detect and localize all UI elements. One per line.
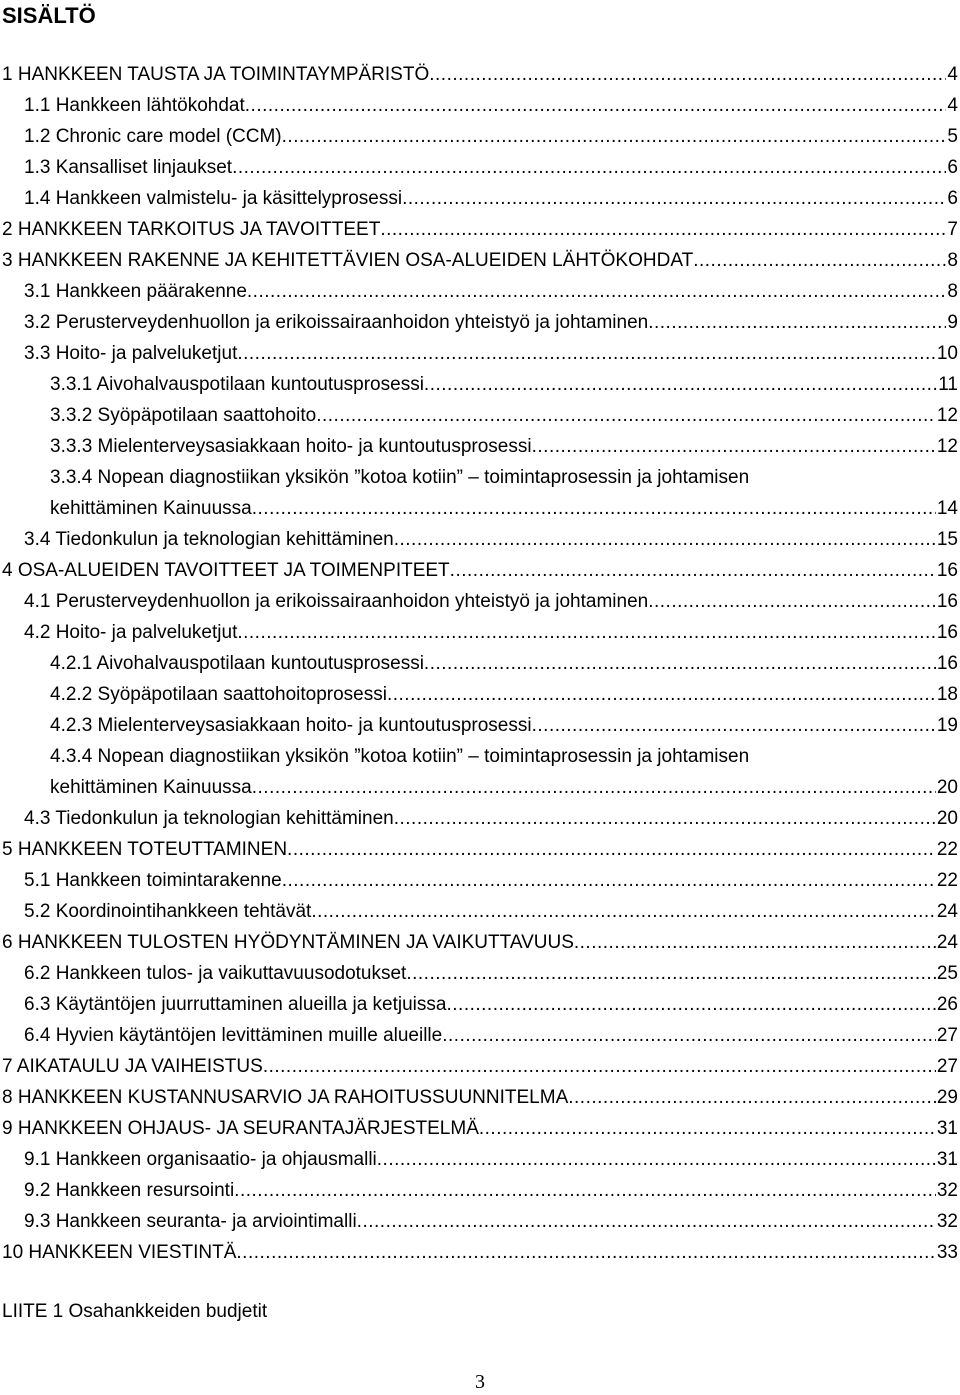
toc-entry-title: 1.2 Chronic care model (CCM) bbox=[24, 126, 282, 147]
dot-leader bbox=[387, 679, 936, 710]
toc-entry[interactable] bbox=[2, 1206, 958, 1237]
toc-entry[interactable] bbox=[2, 648, 958, 679]
toc-entry[interactable] bbox=[2, 152, 958, 183]
toc-entry[interactable] bbox=[2, 1051, 958, 1082]
table-of-contents bbox=[2, 59, 958, 1268]
toc-entry-title: 3 HANKKEEN RAKENNE JA KEHITETTÄVIEN OSA-ALUEIDEN LÄHTÖKOHDAT bbox=[2, 250, 694, 271]
toc-entry-page: 9 bbox=[947, 312, 958, 333]
toc-entry[interactable] bbox=[2, 245, 958, 276]
toc-entry-title: 6.2 Hankkeen tulos- ja vaikuttavuusodotukset bbox=[24, 963, 407, 984]
toc-entry-title: 5.1 Hankkeen toimintarakenne bbox=[24, 870, 282, 891]
dot-leader bbox=[424, 369, 937, 400]
dot-leader bbox=[394, 803, 936, 834]
toc-entry-page: 8 bbox=[947, 250, 958, 271]
dot-leader bbox=[377, 1144, 936, 1175]
toc-entry[interactable] bbox=[2, 183, 958, 214]
dot-leader bbox=[532, 431, 936, 462]
toc-entry-title: 9.3 Hankkeen seuranta- ja arviointimalli bbox=[24, 1211, 357, 1232]
toc-entry-title: 3.3.3 Mielenterveysasiakkaan hoito- ja kuntoutusprosessi bbox=[50, 436, 532, 457]
dot-leader bbox=[532, 710, 936, 741]
toc-entry-title: 3.3.4 Nopean diagnostiikan yksikön ”kotoa kotiin” – toimintaprosessin ja johtamisen bbox=[50, 467, 750, 488]
toc-entry[interactable] bbox=[2, 834, 958, 865]
toc-entry-page: 18 bbox=[936, 684, 958, 705]
toc-entry-title: 2 HANKKEEN TARKOITUS JA TAVOITTEET bbox=[2, 219, 381, 240]
toc-entry-page: 6 bbox=[947, 188, 958, 209]
toc-entry-title-continuation: kehittäminen Kainuussa bbox=[50, 498, 252, 519]
toc-entry[interactable] bbox=[2, 214, 958, 245]
toc-entry[interactable] bbox=[2, 803, 958, 834]
toc-entry-title: 7 AIKATAULU JA VAIHEISTUS bbox=[2, 1056, 263, 1077]
toc-entry-page: 4 bbox=[947, 95, 958, 116]
dot-leader bbox=[252, 772, 936, 803]
toc-entry-page: 29 bbox=[936, 1087, 958, 1108]
toc-entry-title: 9 HANKKEEN OHJAUS- JA SEURANTAJÄRJESTELMÄ bbox=[2, 1118, 479, 1139]
toc-entry-page: 25 bbox=[936, 963, 958, 984]
toc-entry-title: 10 HANKKEEN VIESTINTÄ bbox=[2, 1242, 237, 1263]
dot-leader bbox=[263, 1051, 936, 1082]
toc-entry-page: 8 bbox=[947, 281, 958, 302]
toc-entry-title: 1 HANKKEEN TAUSTA JA TOIMINTAYMPÄRISTÖ bbox=[2, 64, 430, 85]
toc-entry-page: 26 bbox=[936, 994, 958, 1015]
toc-entry[interactable] bbox=[2, 276, 958, 307]
toc-entry[interactable] bbox=[2, 1082, 958, 1113]
dot-leader bbox=[424, 648, 936, 679]
toc-entry[interactable] bbox=[2, 59, 958, 90]
dot-leader bbox=[648, 586, 936, 617]
toc-entry-title: 4.2.2 Syöpäpotilaan saattohoitoprosessi bbox=[50, 684, 387, 705]
toc-entry-title: 5 HANKKEEN TOTEUTTAMINEN bbox=[2, 839, 288, 860]
toc-entry-title: 4.2.3 Mielenterveysasiakkaan hoito- ja kuntoutusprosessi bbox=[50, 715, 532, 736]
toc-entry-page: 12 bbox=[936, 436, 958, 457]
toc-entry-title: 6.3 Käytäntöjen juurruttaminen alueilla ja ketjuissa bbox=[24, 994, 447, 1015]
toc-entry-title: 3.4 Tiedonkulun ja teknologian kehittäminen bbox=[24, 529, 394, 550]
toc-entry[interactable] bbox=[2, 1144, 958, 1175]
dot-leader bbox=[357, 1206, 936, 1237]
dot-leader bbox=[237, 338, 936, 369]
toc-entry-page: 15 bbox=[936, 529, 958, 550]
toc-entry[interactable] bbox=[2, 1237, 958, 1268]
toc-entry-page: 19 bbox=[936, 715, 958, 736]
toc-entry-page: 4 bbox=[947, 64, 958, 85]
page-title: SISÄLTÖ bbox=[2, 3, 96, 28]
dot-leader bbox=[232, 152, 946, 183]
toc-entry[interactable] bbox=[2, 369, 958, 400]
dot-leader bbox=[287, 834, 936, 865]
toc-entry[interactable] bbox=[2, 524, 958, 555]
toc-entry-title: 4 OSA-ALUEIDEN TAVOITTEET JA TOIMENPITEET bbox=[2, 560, 450, 581]
toc-entry[interactable] bbox=[2, 958, 958, 989]
toc-entry-page: 31 bbox=[936, 1118, 958, 1139]
toc-entry-page: 27 bbox=[936, 1056, 958, 1077]
dot-leader bbox=[282, 121, 947, 152]
toc-entry-title: 4.1 Perusterveydenhuollon ja erikoissairaanhoidon yhteistyö ja johtaminen bbox=[24, 591, 649, 612]
toc-entry-page: 16 bbox=[936, 653, 958, 674]
toc-entry[interactable] bbox=[2, 90, 958, 121]
toc-entry-title: 3.2 Perusterveydenhuollon ja erikoissairaanhoidon yhteistyö ja johtaminen bbox=[24, 312, 649, 333]
toc-entry[interactable] bbox=[2, 462, 958, 524]
dot-leader bbox=[648, 307, 946, 338]
toc-entry-page: 20 bbox=[936, 808, 958, 829]
dot-leader bbox=[406, 958, 936, 989]
dot-leader bbox=[450, 555, 936, 586]
dot-leader bbox=[316, 400, 936, 431]
toc-entry[interactable] bbox=[2, 896, 958, 927]
toc-entry-page: 11 bbox=[938, 374, 958, 395]
dot-leader bbox=[380, 214, 946, 245]
toc-entry-page: 12 bbox=[936, 405, 958, 426]
toc-entry-title: 3.1 Hankkeen päärakenne bbox=[24, 281, 247, 302]
dot-leader bbox=[402, 183, 946, 214]
appendix-entry: LIITE 1 Osahankkeiden budjetit bbox=[2, 1301, 268, 1322]
toc-entry[interactable] bbox=[2, 989, 958, 1020]
toc-entry-title: 3.3.2 Syöpäpotilaan saattohoito bbox=[50, 405, 317, 426]
toc-entry-title: 1.3 Kansalliset linjaukset bbox=[24, 157, 233, 178]
toc-entry[interactable] bbox=[2, 307, 958, 338]
toc-entry-page: 32 bbox=[936, 1180, 958, 1201]
toc-entry[interactable] bbox=[2, 865, 958, 896]
dot-leader bbox=[574, 927, 936, 958]
toc-entry[interactable] bbox=[2, 1175, 958, 1206]
dot-leader bbox=[247, 276, 947, 307]
toc-entry-title: 3.3.1 Aivohalvauspotilaan kuntoutusprosessi bbox=[50, 374, 424, 395]
toc-entry-page: 24 bbox=[936, 932, 958, 953]
toc-entry[interactable] bbox=[2, 121, 958, 152]
toc-entry[interactable] bbox=[2, 927, 958, 958]
toc-entry[interactable] bbox=[2, 586, 958, 617]
toc-entry-title: 9.1 Hankkeen organisaatio- ja ohjausmalli bbox=[24, 1149, 377, 1170]
toc-entry[interactable] bbox=[2, 679, 958, 710]
toc-entry-page: 16 bbox=[936, 591, 958, 612]
dot-leader bbox=[236, 1237, 935, 1268]
dot-leader bbox=[237, 617, 936, 648]
toc-entry-title: 4.3 Tiedonkulun ja teknologian kehittäminen bbox=[24, 808, 394, 829]
toc-entry-title: 3.3 Hoito- ja palveluketjut bbox=[24, 343, 238, 364]
toc-entry-page: 27 bbox=[936, 1025, 958, 1046]
toc-entry[interactable] bbox=[2, 400, 958, 431]
toc-entry-page: 7 bbox=[947, 219, 958, 240]
dot-leader bbox=[479, 1113, 936, 1144]
toc-entry-title: 1.4 Hankkeen valmistelu- ja käsittelyprosessi bbox=[24, 188, 403, 209]
toc-entry[interactable] bbox=[2, 555, 958, 586]
dot-leader bbox=[394, 524, 936, 555]
toc-entry-title: 9.2 Hankkeen resursointi bbox=[24, 1180, 235, 1201]
dot-leader bbox=[442, 1020, 936, 1051]
toc-entry-page: 20 bbox=[936, 777, 958, 798]
toc-entry-page: 16 bbox=[936, 622, 958, 643]
toc-entry-page: 22 bbox=[936, 870, 958, 891]
toc-entry-title: 5.2 Koordinointihankkeen tehtävät bbox=[24, 901, 312, 922]
dot-leader bbox=[311, 896, 936, 927]
dot-leader bbox=[446, 989, 935, 1020]
dot-leader bbox=[234, 1175, 936, 1206]
toc-entry-page: 22 bbox=[936, 839, 958, 860]
toc-entry-title: 4.2 Hoito- ja palveluketjut bbox=[24, 622, 238, 643]
toc-entry-title-continuation: kehittäminen Kainuussa bbox=[50, 777, 252, 798]
dot-leader bbox=[252, 493, 936, 524]
toc-entry-title: 6.4 Hyvien käytäntöjen levittäminen muille alueille bbox=[24, 1025, 443, 1046]
dot-leader bbox=[282, 865, 936, 896]
toc-entry-page: 32 bbox=[936, 1211, 958, 1232]
toc-entry-title: 8 HANKKEEN KUSTANNUSARVIO JA RAHOITUSSUUNNITELMA bbox=[2, 1087, 569, 1108]
toc-entry-title: 6 HANKKEEN TULOSTEN HYÖDYNTÄMINEN JA VAIKUTTAVUUS bbox=[2, 932, 574, 953]
toc-entry-page: 33 bbox=[936, 1242, 958, 1263]
toc-entry[interactable] bbox=[2, 1020, 958, 1051]
toc-entry[interactable] bbox=[2, 617, 958, 648]
toc-entry[interactable] bbox=[2, 710, 958, 741]
page-number: 3 bbox=[475, 1371, 485, 1393]
toc-entry[interactable] bbox=[2, 431, 958, 462]
toc-entry-page: 6 bbox=[947, 157, 958, 178]
toc-entry-page: 14 bbox=[936, 498, 958, 519]
toc-entry-title: 4.3.4 Nopean diagnostiikan yksikön ”kotoa kotiin” – toimintaprosessin ja johtamisen bbox=[50, 746, 750, 767]
toc-entry-page: 31 bbox=[936, 1149, 958, 1170]
toc-entry-page: 10 bbox=[936, 343, 958, 364]
toc-entry-page: 16 bbox=[936, 560, 958, 581]
toc-entry[interactable] bbox=[2, 741, 958, 803]
toc-entry-title: 4.2.1 Aivohalvauspotilaan kuntoutusprosessi bbox=[50, 653, 424, 674]
dot-leader bbox=[693, 245, 946, 276]
dot-leader bbox=[568, 1082, 936, 1113]
toc-entry-title: 1.1 Hankkeen lähtökohdat bbox=[24, 95, 245, 116]
dot-leader bbox=[245, 90, 947, 121]
toc-entry[interactable] bbox=[2, 338, 958, 369]
toc-entry-page: 24 bbox=[936, 901, 958, 922]
toc-entry-page: 5 bbox=[947, 126, 958, 147]
dot-leader bbox=[429, 59, 946, 90]
toc-entry[interactable] bbox=[2, 1113, 958, 1144]
